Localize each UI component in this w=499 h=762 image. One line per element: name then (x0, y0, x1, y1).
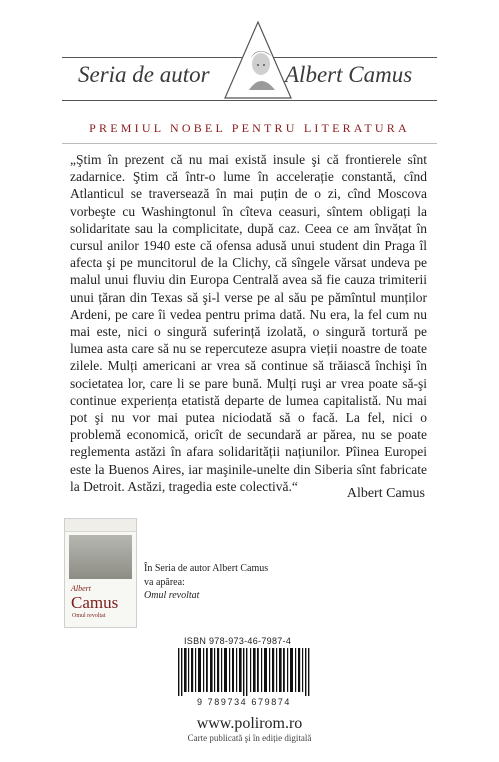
barcode-icon (176, 648, 312, 696)
thumb-book-title: Omul revoltat (72, 613, 106, 619)
thumb-author-lastname: Camus (71, 593, 119, 612)
nobel-prize-banner: PREMIUL NOBEL PENTRU LITERATURA (89, 121, 410, 135)
digital-edition-note: Carte publicată şi în ediție digitală (187, 733, 312, 743)
portrait-emblem-icon (223, 20, 293, 100)
barcode-digits: 9 789734 679874 (196, 697, 292, 707)
thumb-photo (69, 535, 132, 579)
header-bottom-rule (62, 100, 437, 101)
series-author-name: Albert Camus (285, 62, 413, 87)
forthcoming-title: Omul revoltat (144, 590, 200, 601)
series-label: Seria de autor (78, 62, 210, 87)
back-cover-quote (70, 151, 427, 495)
prize-bottom-rule (62, 143, 437, 144)
related-book-cover (64, 518, 137, 628)
series-header (0, 0, 499, 120)
thumb-header (65, 519, 136, 532)
forthcoming-line2: va apărea: (144, 576, 185, 588)
thumb-author-firstname: Albert (71, 584, 91, 593)
publisher-website: www.polirom.ro (196, 715, 303, 732)
forthcoming-notice (144, 562, 268, 603)
quote-text: „Ştim în prezent că nu mai există insule şi că frontierele sînt zadarnice. Ştim că într-o lume în accelerație constantă, cînd Atlanticul se traversează în mai puțin de o zi, cînd Moscova vorbeşte cu Washingtonul în cîteva ceasuri, sîntem obligați la solidaritate sau la complicitate, după caz. Ceea ce am învățat în cursul anilor 1940 este că ofensa adusă unui student din Praga îl afecta şi pe muncitorul de la Clichy, că sîngele vărsat undeva pe malul unui fluviu din Europa Centrală avea să fie cauza trimiterii unui țăran din Texas să şi-l verse pe al său pe pămîntul munților Ardeni, pe care îi vedea pentru prima dată. Nu era, la fel cum nu mai este, nici o singură suferință izolată, o singură tortură pe lumea asta care să nu se repercuteze asupra vieții noastre de toate zilele. Mulți americani ar vrea să continue să trăiască închişi în societatea lor, care li se pare bună. Mulți ruşi ar vrea poate să-şi continue experiența etatistă departe de lumea capitalistă. Nu mai pot şi nu vor mai putea niciodată să o facă. La fel, nici o problemă economică, oricît de secundară ar părea, nu se poate reglementa astăzi în afara solidarității națiunilor. Pîinea Europei este la Buenos Aires, iar maşinile-unelte din Siberia sînt fabricate la Detroit. Astăzi, tragedia este colectivă.“ (70, 152, 427, 494)
isbn-label: ISBN 978-973-46-7987-4 (184, 636, 292, 646)
forthcoming-line1: În Seria de autor Albert Camus (144, 563, 269, 574)
quote-author: Albert Camus (346, 486, 425, 501)
